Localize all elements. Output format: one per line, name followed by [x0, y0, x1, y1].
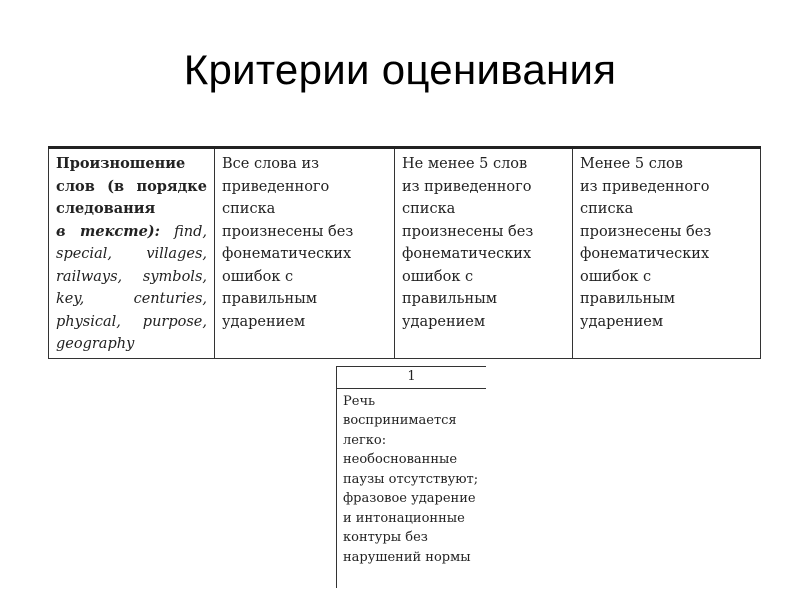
table-row — [49, 148, 761, 359]
cell-line: приведенного — [222, 178, 330, 195]
level-cell-all-words — [215, 148, 395, 359]
cell-line: из приведенного — [402, 178, 532, 195]
cell-line: паузы отсутствуют; — [343, 471, 479, 487]
cell-line: фонематических — [222, 246, 352, 262]
cell-line: произнесены без — [402, 223, 534, 240]
cell-line: произнесены без — [580, 223, 712, 240]
level-cell-less-5-words — [573, 148, 761, 359]
cell-line: нарушений нормы — [343, 549, 471, 565]
criterion-label-line: Произношение — [56, 155, 186, 172]
level-cell-min-5-words — [395, 148, 573, 359]
cell-line: списка — [222, 201, 276, 217]
cell-line: контуры без — [343, 530, 428, 545]
cell-line: ударением — [222, 313, 306, 330]
cell-line: воспринимается — [343, 413, 457, 428]
cell-line: Менее 5 слов — [580, 156, 683, 172]
cell-line: ошибок с — [580, 268, 652, 285]
cell-line: правильным — [580, 291, 676, 307]
criterion-label-line: слов (в порядке — [56, 177, 207, 195]
criterion-words-block — [56, 221, 207, 356]
criteria-table — [48, 146, 761, 359]
cell-line: ударением — [580, 313, 664, 330]
cell-line: необоснованные — [343, 452, 458, 467]
cell-line: фонематических — [402, 246, 532, 262]
criterion-cell — [49, 148, 215, 359]
cell-line: списка — [580, 201, 634, 217]
cell-line: списка — [402, 201, 456, 217]
cell-line: ударением — [402, 313, 486, 330]
score-table — [336, 366, 486, 588]
criterion-label-line: следования — [56, 200, 156, 217]
cell-line: из приведенного — [580, 178, 710, 195]
score-description-cell — [337, 388, 487, 588]
cell-line: правильным — [222, 291, 318, 307]
cell-line: произнесены без — [222, 223, 354, 240]
word-list: find, special, villages, railways, symbols, key, centuries, physical, purpose, geography — [56, 223, 208, 352]
cell-line: и интонационные — [343, 510, 465, 526]
cell-line: фонематических — [580, 246, 710, 262]
cell-line: фразовое ударение — [343, 491, 476, 506]
slide-title: Критерии оценивания — [183, 46, 617, 93]
cell-line: правильным — [402, 291, 498, 307]
cell-line: ошибок с — [402, 268, 474, 285]
cell-line: Речь — [343, 393, 376, 409]
cell-line: Не менее 5 слов — [402, 156, 528, 172]
cell-line: ошибок с — [222, 268, 294, 285]
cell-line: Все слова из — [222, 156, 320, 172]
score-header: 1 — [337, 367, 487, 389]
cell-line: легко: — [343, 432, 387, 448]
criterion-label-line: в тексте): — [56, 222, 161, 240]
